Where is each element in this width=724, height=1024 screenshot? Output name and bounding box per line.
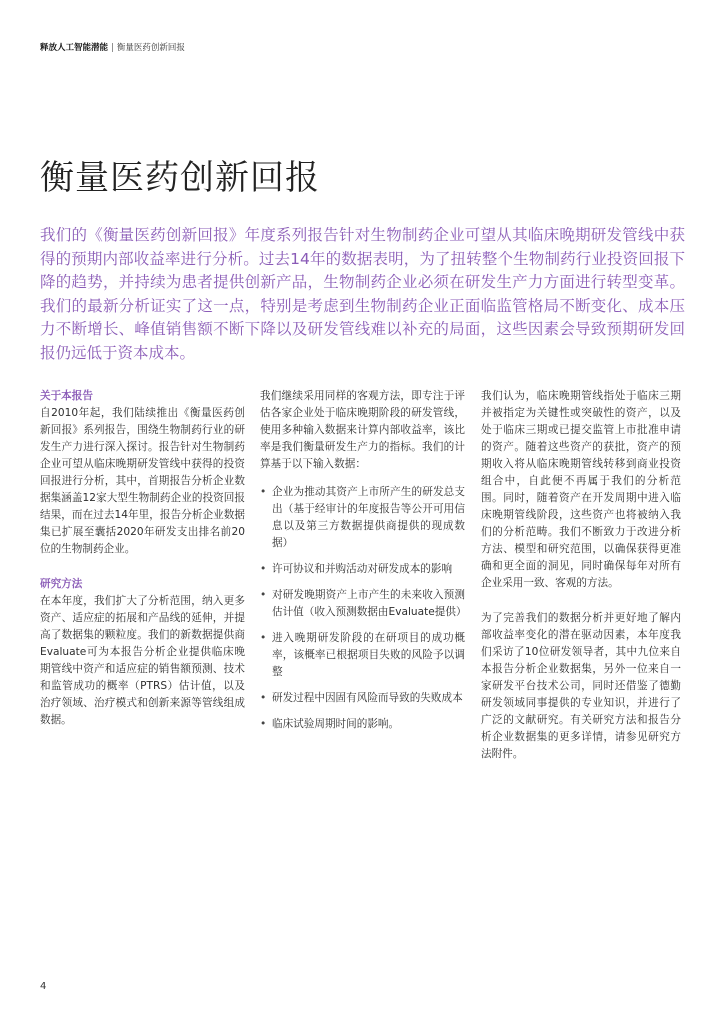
header-separator: | [111,43,114,53]
list-item: • 许可协议和并购活动对研发成本的影响 [260,561,465,578]
list-item: • 对研发晚期资产上市产生的未来收入预测估计值（收入预测数据由Evaluate提供） [260,589,467,618]
bullet-icon: • [260,563,267,575]
list-item: • 临床试验周期时间的影响。 [260,716,465,733]
page-title: 衡量医药创新回报 [40,158,320,198]
about-paragraph: 自2010年起，我们陆续推出《衡量医药创新回报》系列报告，围绕生物制药行业的研发生产力进行深入探讨。报告针对生物制药企业可望从临床晚期研发管线中获得的投资回报进行分析，其中，首期报告分析企业数据集涵盖12家大型生物制药企业的投资回报结果，而在过去14年里，报告分析企业数据集已扩展至囊括2020年研发支出排名前20位的生物制药企业。 [40,407,245,555]
running-header [40,41,185,53]
input-list [260,484,465,733]
list-item: • 进入晚期研发阶段的在研项目的成功概率，该概率已根据项目失败的风险予以调整 [260,632,465,678]
bullet-icon: • [260,486,267,498]
bullet-icon: • [260,632,267,644]
page-number: 4 [40,981,47,992]
scope-paragraph: 我们认为，临床晚期管线指处于临床三期并被指定为关键性或突破性的资产，以及处于临床三期或已提交监管上市批准申请的资产。随着这些资产的获批，资产的预期收入将从临床晚期管线转移到商业投资组合中，自此便不再属于我们的分析范围。同时，随着资产在开发周期中进入临床晚期管线阶段，这些资产也将被纳入我们的分析范畴。我们不断致力于改进分析方法、模型和研究范围，以确保获得更准确和更全面的洞见，同时确保每年对所有企业采用一致、客观的方法。 [481,390,681,589]
approach-paragraph: 我们继续采用同样的客观方法，即专注于评估各家企业处于临床晚期阶段的研发管线，使用多种输入数据来计算内部收益率，该比率是我们衡量研发生产力的指标。我们的计算基于以下输入数据： [260,390,465,470]
interviews-paragraph: 为了完善我们的数据分析并更好地了解内部收益率变化的潜在驱动因素，本年度我们采访了10位研发领导者，其中九位来自本报告分析企业数据集，另外一位来自一家研发平台技术公司，同时还借鉴了德勤研发领域同事提供的专业知识，并进行了广泛的文献研究。有关研究方法和报告分析企业数据集的更多详情，请参见研究方法附件。 [481,612,681,760]
bullet-icon: • [260,718,267,730]
column-3 [481,388,681,763]
list-item: • 研发过程中因固有风险而导致的失败成本 [260,690,465,707]
about-heading: 关于本报告 [40,390,93,402]
intro-paragraph: 我们的《衡量医药创新回报》年度系列报告针对生物制药企业可望从其临床晚期研发管线中获得的预期内部收益率进行分析。过去14年的数据表明，为了扭转整个生物制药行业投资回报下降的趋势，并持续为患者提供创新产品，生物制药企业必须在研发生产力方面进行转型变革。我们的最新分析证实了这一点，特别是考虑到生物制药企业正面临监管格局不断变化、成本压力不断增长、峰值销售额不断下降以及研发管线难以补充的局面，这些因素会导致预期研发回报仍远低于资本成本。 [40,226,685,362]
bullet-icon: • [260,692,267,704]
column-1 [40,388,245,729]
list-item: • 企业为推动其资产上市所产生的研发总支出（基于经审计的年度报告等公开可用信息以及第三方数据提供商提供的现成数据） [260,486,465,549]
column-2 [260,388,465,742]
header-series: 释放人工智能潜能 [40,43,109,53]
header-section: 衡量医药创新回报 [116,43,185,53]
method-heading: 研究方法 [40,578,83,590]
bullet-icon: • [260,589,267,601]
method-paragraph: 在本年度，我们扩大了分析范围，纳入更多资产、适应症的拓展和产品线的延伸，并提高了数据集的颗粒度。我们的新数据提供商Evaluate可为本报告分析企业提供临床晚期管线中资产和适应症的销售额预测、技术和监管成功的概率（PTRS）估计值，以及治疗领域、治疗模式和创新来源等管线组成数据。 [40,595,245,726]
